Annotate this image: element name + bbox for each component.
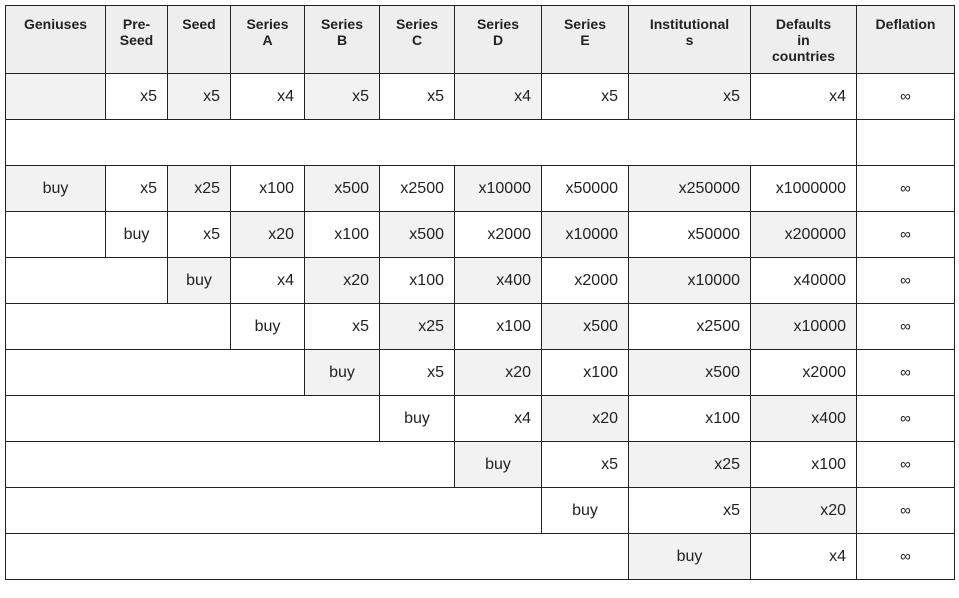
multiplier-cell: x4 <box>231 258 305 304</box>
factor-row <box>6 74 955 120</box>
infinity-cell: ∞ <box>857 166 955 212</box>
multiplier-cell: x5 <box>305 304 380 350</box>
multiplier-cell: x5 <box>168 212 231 258</box>
multiplier-cell: x20 <box>455 350 542 396</box>
multiplier-cell: x2000 <box>455 212 542 258</box>
table-header <box>6 6 955 74</box>
multiplier-cell: x25 <box>168 166 231 212</box>
multiplier-cell: x100 <box>751 442 857 488</box>
buy-cell: buy <box>629 534 751 580</box>
multiplier-cell: x500 <box>542 304 629 350</box>
infinity-cell: ∞ <box>857 488 955 534</box>
multiplier-cell: x10000 <box>542 212 629 258</box>
column-header: Geniuses <box>6 6 106 74</box>
multiplier-cell: x5 <box>380 350 455 396</box>
multiplier-cell: x100 <box>231 166 305 212</box>
column-header: Series A <box>231 6 305 74</box>
multiplier-cell: x100 <box>629 396 751 442</box>
factor-cell: x5 <box>106 74 168 120</box>
column-header: Series D <box>455 6 542 74</box>
multiplier-cell: x4 <box>751 534 857 580</box>
multiplier-cell: x4 <box>455 396 542 442</box>
multiplier-cell: x100 <box>542 350 629 396</box>
factor-cell: x4 <box>751 74 857 120</box>
factor-cell: x5 <box>629 74 751 120</box>
table-row <box>6 304 955 350</box>
multiplier-cell: x100 <box>380 258 455 304</box>
multiplier-cell: x500 <box>629 350 751 396</box>
factor-cell: x5 <box>168 74 231 120</box>
multiplier-cell: x50000 <box>542 166 629 212</box>
buy-cell: buy <box>455 442 542 488</box>
multiplier-cell: x10000 <box>751 304 857 350</box>
buy-cell: buy <box>542 488 629 534</box>
multiplier-cell: x25 <box>629 442 751 488</box>
multiplier-cell: x40000 <box>751 258 857 304</box>
factor-cell: x5 <box>542 74 629 120</box>
header-row <box>6 6 955 74</box>
table-row <box>6 166 955 212</box>
multiplier-cell: x25 <box>380 304 455 350</box>
multiplier-cell: x10000 <box>455 166 542 212</box>
spacer-cell <box>6 120 857 166</box>
infinity-cell: ∞ <box>857 258 955 304</box>
multiplier-cell: x2500 <box>380 166 455 212</box>
multiplier-cell: x1000000 <box>751 166 857 212</box>
infinity-cell: ∞ <box>857 396 955 442</box>
spacer-row <box>6 120 955 166</box>
factor-cell: x4 <box>455 74 542 120</box>
multiplier-table <box>5 5 955 580</box>
multiplier-cell: x20 <box>305 258 380 304</box>
multiplier-cell: x5 <box>629 488 751 534</box>
multiplier-cell: x5 <box>106 166 168 212</box>
column-header: Pre- Seed <box>106 6 168 74</box>
spacer-cell <box>857 120 955 166</box>
multiplier-cell: x500 <box>305 166 380 212</box>
multiplier-cell: x250000 <box>629 166 751 212</box>
multiplier-cell: x500 <box>380 212 455 258</box>
factor-cell: x5 <box>305 74 380 120</box>
blank-cell <box>6 258 168 304</box>
buy-cell: buy <box>380 396 455 442</box>
blank-cell <box>6 534 629 580</box>
buy-cell: buy <box>168 258 231 304</box>
table-row <box>6 534 955 580</box>
blank-cell <box>6 304 231 350</box>
column-header: Institutional s <box>629 6 751 74</box>
multiplier-cell: x20 <box>542 396 629 442</box>
multiplier-cell: x400 <box>751 396 857 442</box>
multiplier-cell: x100 <box>305 212 380 258</box>
blank-cell <box>6 350 305 396</box>
blank-cell <box>6 212 106 258</box>
empty-cell <box>6 74 106 120</box>
table-row <box>6 212 955 258</box>
table-row <box>6 350 955 396</box>
infinity-cell: ∞ <box>857 212 955 258</box>
multiplier-cell: x200000 <box>751 212 857 258</box>
buy-cell: buy <box>106 212 168 258</box>
column-header: Series E <box>542 6 629 74</box>
multiplier-cell: x5 <box>542 442 629 488</box>
column-header: Deflation <box>857 6 955 74</box>
table-row <box>6 258 955 304</box>
table-row <box>6 442 955 488</box>
multiplier-cell: x2000 <box>751 350 857 396</box>
infinity-cell: ∞ <box>857 74 955 120</box>
buy-cell: buy <box>6 166 106 212</box>
factor-cell: x4 <box>231 74 305 120</box>
multiplier-cell: x2000 <box>542 258 629 304</box>
table-row <box>6 396 955 442</box>
infinity-cell: ∞ <box>857 304 955 350</box>
multiplier-cell: x2500 <box>629 304 751 350</box>
buy-cell: buy <box>231 304 305 350</box>
multiplier-cell: x400 <box>455 258 542 304</box>
factor-cell: x5 <box>380 74 455 120</box>
blank-cell <box>6 442 455 488</box>
multiplier-cell: x20 <box>231 212 305 258</box>
blank-cell <box>6 396 380 442</box>
infinity-cell: ∞ <box>857 350 955 396</box>
infinity-cell: ∞ <box>857 534 955 580</box>
blank-cell <box>6 488 542 534</box>
multiplier-cell: x50000 <box>629 212 751 258</box>
table-row <box>6 488 955 534</box>
infinity-cell: ∞ <box>857 442 955 488</box>
column-header: Series B <box>305 6 380 74</box>
multiplier-cell: x100 <box>455 304 542 350</box>
multiplier-cell: x20 <box>751 488 857 534</box>
buy-cell: buy <box>305 350 380 396</box>
column-header: Defaults in countries <box>751 6 857 74</box>
multiplier-cell: x10000 <box>629 258 751 304</box>
table-body <box>6 74 955 580</box>
column-header: Series C <box>380 6 455 74</box>
column-header: Seed <box>168 6 231 74</box>
